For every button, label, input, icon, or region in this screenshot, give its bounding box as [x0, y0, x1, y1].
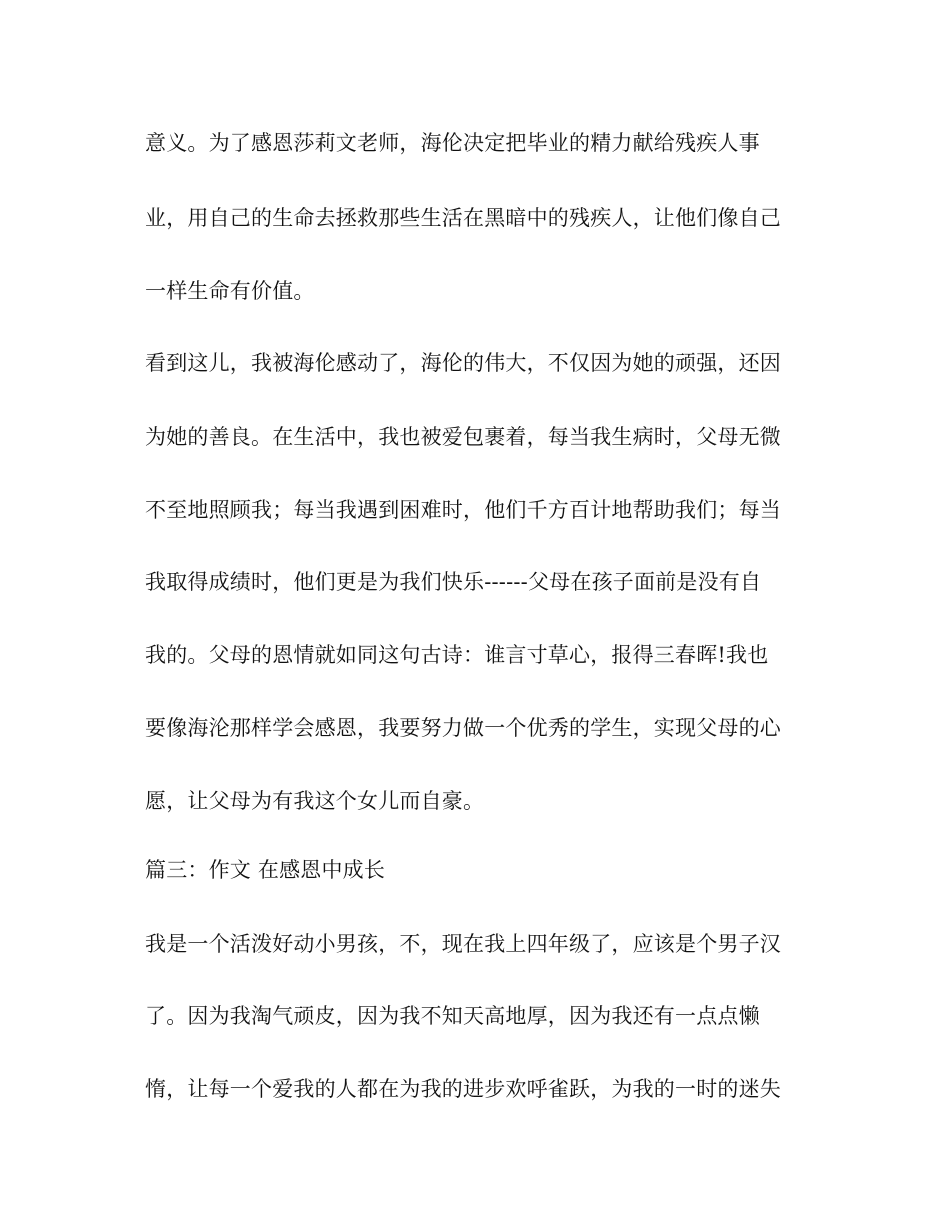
paragraph-line: 要像海沦那样学会感恩，我要努力做一个优秀的学生，实现父母的心 — [145, 716, 781, 740]
paragraph-line: 了。因为我淘气顽皮，因为我不知天高地厚，因为我还有一点点懒 — [145, 1004, 760, 1028]
section-heading: 篇三：作文 在感恩中成长 — [145, 858, 386, 882]
paragraph-line: 意义。为了感恩莎莉文老师，海伦决定把毕业的精力献给残疾人事 — [145, 131, 760, 155]
paragraph-line: 我的。父母的恩情就如同这句古诗：谁言寸草心，报得三春晖!我也 — [145, 643, 769, 667]
paragraph-line: 惰，让每一个爱我的人都在为我的进步欢呼雀跃，为我的一时的迷失 — [145, 1077, 781, 1101]
paragraph-line: 不至地照顾我；每当我遇到困难时，他们千方百计地帮助我们；每当 — [145, 498, 781, 522]
paragraph-line: 愿，让父母为有我这个女儿而自豪。 — [145, 789, 485, 813]
paragraph-line: 一样生命有价值。 — [145, 279, 315, 303]
paragraph-line: 看到这儿，我被海伦感动了，海伦的伟大，不仅因为她的顽强，还因 — [145, 351, 781, 375]
paragraph-line: 业，用自己的生命去拯救那些生活在黑暗中的残疾人，让他们像自己 — [145, 206, 781, 230]
paragraph-line: 我取得成绩时，他们更是为我们快乐------父母在孩子面前是没有自 — [145, 570, 762, 594]
paragraph-line: 为她的善良。在生活中，我也被爱包裹着，每当我生病时，父母无微 — [145, 425, 781, 449]
paragraph-line: 我是一个活泼好动小男孩，不，现在我上四年级了，应该是个男子汉 — [145, 932, 781, 956]
